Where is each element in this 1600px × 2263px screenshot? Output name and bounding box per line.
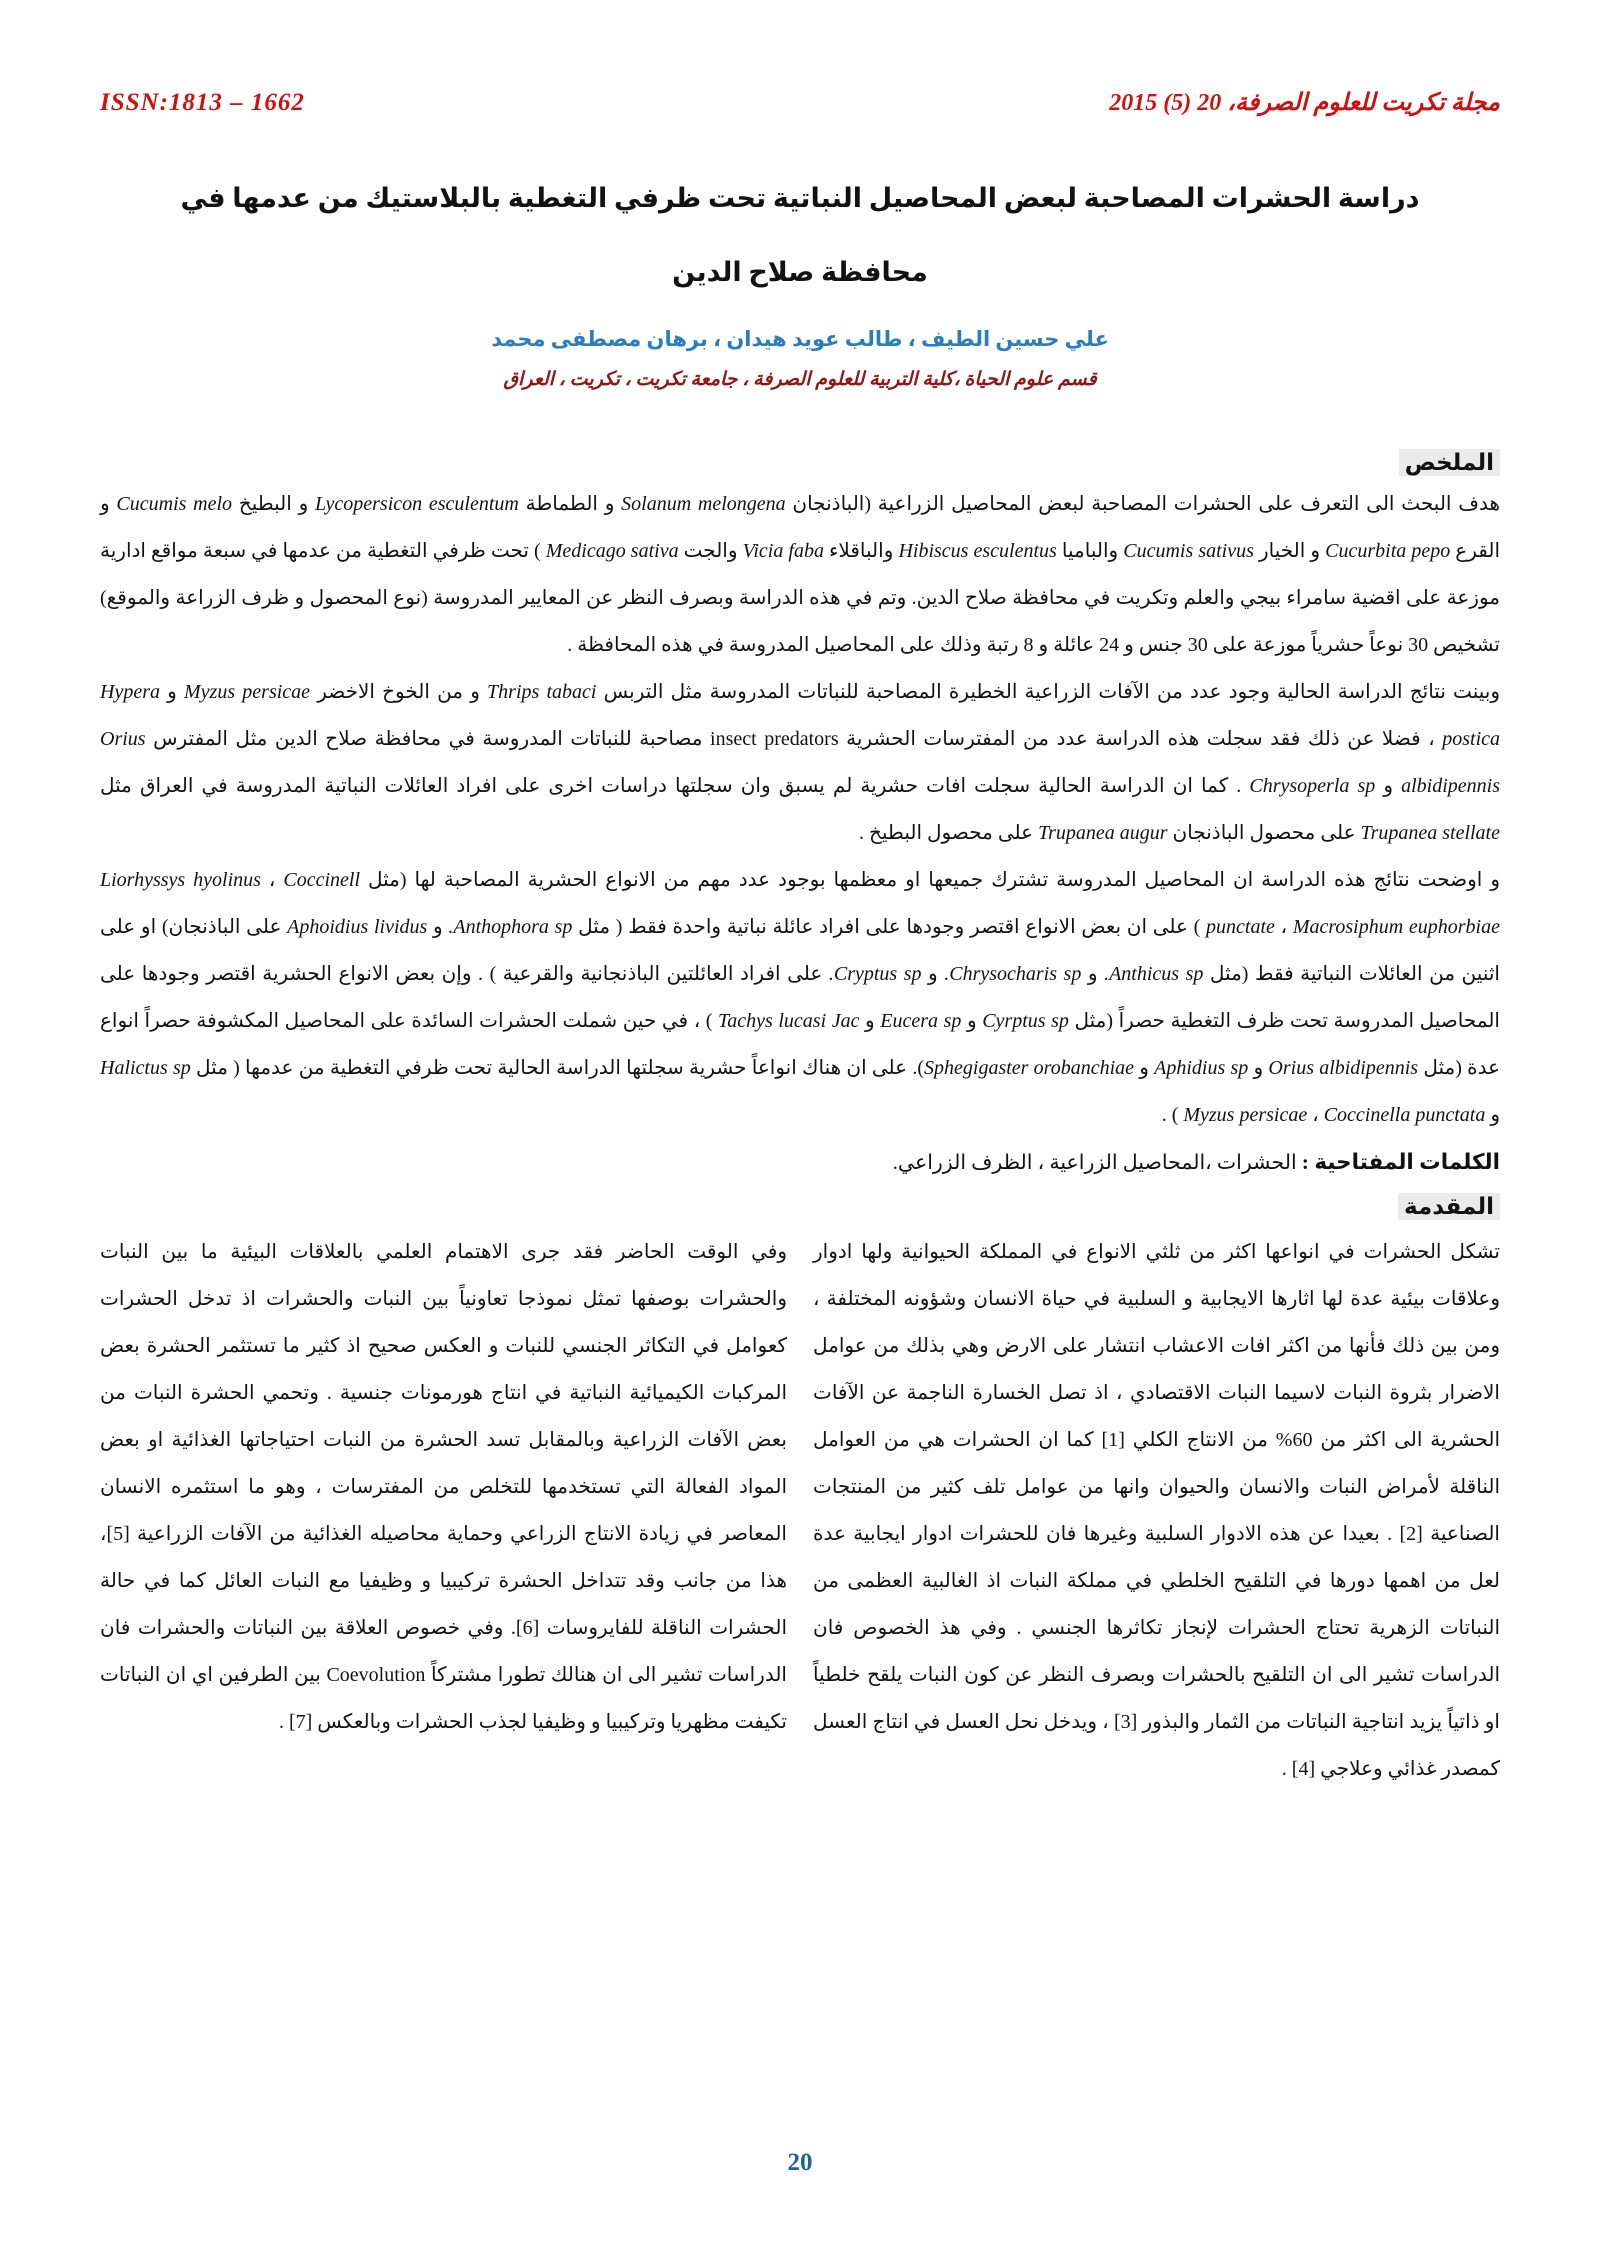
issn-label: ISSN:1813 – 1662: [100, 89, 305, 116]
article-title-line1: دراسة الحشرات المصاحبة لبعض المحاصيل النباتية تحت ظرفي التغطية بالبلاستيك من عدمها في: [180, 183, 1420, 213]
authors-line: علي حسين الطيف ، طالب عويد هيدان ، برهان مصطفى محمد: [491, 327, 1109, 352]
keywords-text: الحشرات ،المحاصيل الزراعية ، الظرف الزراعي.: [892, 1152, 1302, 1175]
introduction-heading-text: المقدمة: [1398, 1193, 1500, 1220]
journal-title: مجلة تكريت للعلوم الصرفة، 20 (5) 2015: [1109, 90, 1500, 116]
article-title-line2: محافظة صلاح الدين: [672, 257, 928, 287]
article-title: [100, 161, 1500, 309]
abstract-heading-text: الملخص: [1399, 449, 1500, 476]
introduction-columns: [100, 1229, 1500, 1793]
page-number: 20: [787, 2149, 813, 2176]
keywords-label: الكلمات المفتاحية :: [1301, 1150, 1500, 1175]
affiliation-line: قسم علوم الحياة ،كلية التربية للعلوم الصرفة ، جامعة تكريت ، تكريت ، العراق: [503, 369, 1097, 391]
intro-column-right: تشكل الحشرات في انواعها اكثر من ثلثي الانواع في المملكة الحيوانية ولها ادوار وعلاقات بيئية عدة لها اثارها الايجابية و السلبية في حياة الانسان وشؤونه المختلفة ، ومن بين ذلك فأنها من اكثر افات الاعشاب انتشار على الارض وهي بذلك من عوامل الاضرار بثروة النبات لاسيما النبات الاقتصادي ، اذ تصل الخسارة الناجمة عن الآفات الحشرية الى اكثر من 60% من الانتاج الكلي [1] كما ان الحشرات هي من العوامل الناقلة لأمراض النبات والانسان والحيوان وانها من عوامل تلف كثير من المنتجات الصناعية [2] . بعيدا عن هذه الادوار السلبية وغيرها فان للحشرات ادوار ايجابية عدة لعل من اهمها دورها في التلقيح الخلطي في مملكة النبات اذ الغالبية العظمى من النباتات الزهرية تحتاج الحشرات لإنجاز تكاثرها الجنسي . وفي هذ الخصوص فان الدراسات تشير الى ان التلقيح بالحشرات وبصرف النظر عن كون النبات يلقح خلطياً او ذاتياً يزيد انتاجية النباتات من الثمار والبذور [3] ، ويدخل نحل العسل في انتاج العسل كمصدر غذائي وعلاجي [4] .: [813, 1241, 1501, 1781]
abstract-heading: [100, 445, 1500, 481]
abstract-paragraph-1: هدف البحث الى التعرف على الحشرات المصاحبة لبعض المحاصيل الزراعية (الباذنجان Solanum melongena و الطماطة Lycopersicon esculentum و البطيخ Cucumis melo و القرع Cucurbita pepo و الخيار Cucumis sativus والباميا Hibiscus esculentus والباقلاء Vicia faba والجت Medicago sativa ) تحت ظرفي التغطية من عدمها في سبعة مواقع ادارية موزعة على اقضية سامراء بيجي والعلم وتكريت في محافظة صلاح الدين. وتم في هذه الدراسة وبصرف النظر عن المعايير المدروسة (نوع المحصول و ظرف الزراعة والموقع) تشخيص 30 نوعاً حشرياً موزعة على 30 جنس و 24 عائلة و 8 رتبة وذلك على المحاصيل المدروسة في هذه المحافظة .: [100, 493, 1501, 657]
abstract-paragraph-3: و اوضحت نتائج هذه الدراسة ان المحاصيل المدروسة تشترك جميعها او معظمها بوجود عدد مهم من الانواع الحشرية المصاحبة لها (مثل Liorhyssys hyolinus ، Coccinell punctate ، Macrosiphum euphorbiae ) على ان بعض الانواع اقتصر وجودها على افراد عائلة نباتية واحدة فقط ( مثل Anthophora sp. و Aphoidius lividus على الباذنجان) او على اثنين من العائلات النباتية فقط (مثل Anthicus sp. و Chrysocharis sp. و Cryptus sp. على افراد العائلتين الباذنجانية والقرعية ) . وإن بعض الانواع الحشرية اقتصر وجودها على المحاصيل المدروسة تحت ظرف التغطية حصراً (مثل Cyrptus sp و Eucera sp و Tachys lucasi Jac ) ، في حين شملت الحشرات السائدة على المحاصيل المكشوفة حصراً انواع عدة (مثل Orius albidipennis و Aphidius sp و Sphegigaster orobanchiae). على ان هناك انواعاً حشرية سجلتها الدراسة الحالية تحت ظرفي التغطية من عدمها ( مثل Halictus sp و Myzus persicae ، Coccinella punctata ) .: [100, 869, 1501, 1127]
introduction-heading: [100, 1189, 1500, 1225]
page-header: [100, 88, 1500, 117]
intro-column-left: وفي الوقت الحاضر فقد جرى الاهتمام العلمي بالعلاقات البيئية ما بين النبات والحشرات بوصفها تمثل نموذجا تعاونياً بين النبات والحشرات اذ تدخل الحشرات كعوامل في التكاثر الجنسي للنبات و العكس صحيح اذ كثير ما تستثمر الحشرة بعض المركبات الكيميائية النباتية في انتاج هورمونات جنسية . وتحمي الحشرة النبات من بعض الآفات الزراعية وبالمقابل تسد الحشرة من النبات احتياجاتها الغذائية او بعض المواد الفعالة التي تستخدمها للتخلص من المفترسات ، وهو ما استثمره الانسان المعاصر في زيادة الانتاج الزراعي وحماية محاصيله الغذائية من الآفات الزراعية [5]، هذا من جانب وقد تتداخل الحشرة تركيبيا و وظيفيا مع النبات العائل كما في حالة الحشرات الناقلة للفايروسات [6]. وفي خصوص العلاقة بين النباتات والحشرات فان الدراسات تشير الى ان هنالك تطورا مشتركاً Coevolution بين الطرفين اي ان النباتات تكيفت مظهريا وتركيبيا و وظيفيا لجذب الحشرات وبالعكس [7] .: [100, 1241, 788, 1734]
keywords-line: [100, 1139, 1500, 1187]
abstract-paragraph-2: وبينت نتائج الدراسة الحالية وجود عدد من الآفات الزراعية الخطيرة المصاحبة للنباتات المدروسة مثل التربس Thrips tabaci و من الخوخ الاخضر Myzus persicae و Hypera postica ، فضلا عن ذلك فقد سجلت هذه الدراسة عدد من المفترسات الحشرية insect predators مصاحبة للنباتات المدروسة في محافظة صلاح الدين مثل المفترس Orius albidipennis و Chrysoperla sp . كما ان الدراسة الحالية سجلت افات حشرية لم يسبق وان سجلتها دراسات اخرى على افراد العائلات النباتية المدروسة في العراق مثل Trupanea stellate على محصول الباذنجان Trupanea augur على محصول البطيخ .: [100, 681, 1501, 845]
